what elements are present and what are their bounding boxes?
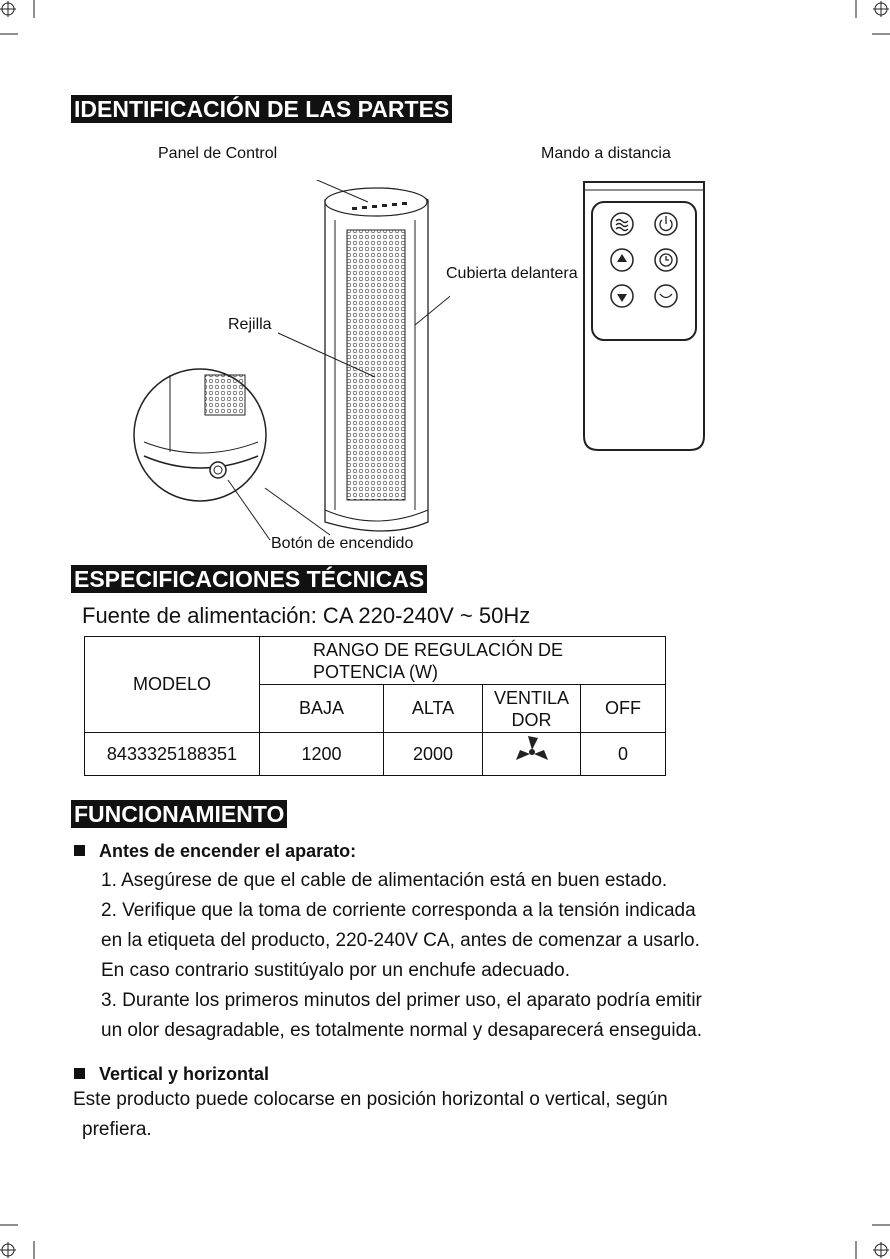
operation-line-1: 1. Asegúrese de que el cable de alimentación está en buen estado. <box>101 870 668 891</box>
header-baja: BAJA <box>260 685 384 733</box>
square-bullet-icon <box>74 1068 85 1079</box>
header-alta: ALTA <box>384 685 483 733</box>
bullet-vertical-title: Vertical y horizontal <box>99 1064 270 1084</box>
operation-line-6: un olor desagradable, es totalmente normal y desaparecerá enseguida. <box>101 1020 702 1041</box>
header-rango <box>260 637 666 685</box>
header-ventilador <box>483 685 581 733</box>
square-bullet-icon <box>74 845 85 856</box>
header-rango-line2: POTENCIA (W) <box>313 661 438 682</box>
cell-fan <box>483 733 581 776</box>
bullet-vertical <box>74 1064 269 1085</box>
bullet-antes <box>74 841 356 862</box>
vertical-line-1: Este producto puede colocarse en posición horizontal o vertical, según <box>73 1089 668 1110</box>
fan-icon <box>512 734 552 770</box>
header-rango-line1: RANGO DE REGULACIÓN DE <box>313 639 564 660</box>
label-cubierta: Cubierta delantera <box>446 265 578 282</box>
cell-alta: 2000 <box>384 733 483 776</box>
section-title-funcionamiento: FUNCIONAMIENTO <box>71 800 287 828</box>
label-boton: Botón de encendido <box>271 535 414 552</box>
operation-line-2: 2. Verifique que la toma de corriente corresponda a la tensión indicada <box>101 900 696 921</box>
section-title-especificaciones: ESPECIFICACIONES TÉCNICAS <box>71 565 427 593</box>
header-ventilador-line1: VENTILA <box>493 687 570 708</box>
vertical-line-2: prefiera. <box>82 1119 152 1140</box>
header-off: OFF <box>581 685 666 733</box>
remote-control-illustration <box>578 176 710 456</box>
heater-illustration <box>130 180 450 540</box>
cell-baja: 1200 <box>260 733 384 776</box>
operation-line-5: 3. Durante los primeros minutos del primer uso, el aparato podría emitir <box>101 990 702 1011</box>
label-rejilla: Rejilla <box>228 316 272 333</box>
bullet-antes-title: Antes de encender el aparato: <box>99 841 357 861</box>
header-ventilador-line2: DOR <box>511 709 552 730</box>
section-title-identificacion: IDENTIFICACIÓN DE LAS PARTES <box>71 95 452 123</box>
operation-line-3: en la etiqueta del producto, 220-240V CA, antes de comenzar a usarlo. <box>101 930 700 951</box>
header-modelo: MODELO <box>85 637 260 733</box>
label-mando: Mando a distancia <box>541 145 671 162</box>
label-panel-control: Panel de Control <box>158 145 278 162</box>
specs-table <box>84 636 666 776</box>
operation-line-4: En caso contrario sustitúyalo por un enchufe adecuado. <box>101 960 570 981</box>
cell-off: 0 <box>581 733 666 776</box>
power-supply: Fuente de alimentación: CA 220-240V ~ 50Hz <box>82 603 531 628</box>
cell-model: 8433325188351 <box>85 733 260 776</box>
